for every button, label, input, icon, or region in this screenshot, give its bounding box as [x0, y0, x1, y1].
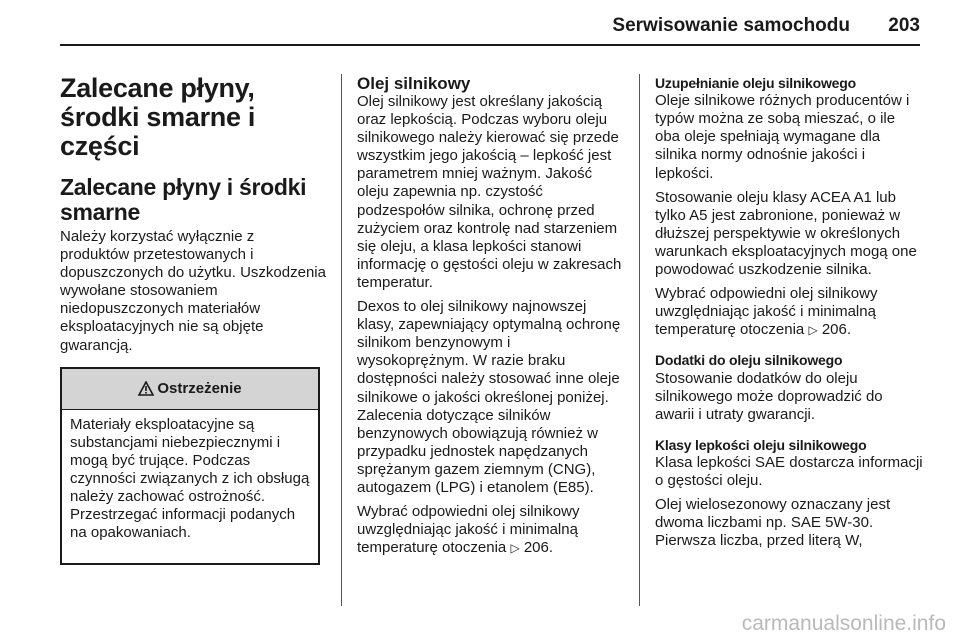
- page-reference-link[interactable]: 206.: [523, 539, 554, 557]
- warning-header: [62, 369, 318, 410]
- warning-box: [60, 367, 320, 565]
- additives-heading: Dodatki do oleju silnikowego: [655, 352, 843, 369]
- topup-paragraph-1: Oleje silnikowe różnych producentów i typów można ze sobą mieszać, o ile oba oleje spełniają wymagane dla silnika normy odnośnie jakości i lepkości.: [655, 92, 910, 182]
- warning-triangle-icon: [138, 381, 154, 396]
- topup-paragraph-3-text: Wybrać odpowiedni olej silnikowy uwzględniając jakość i minimalną temperaturę otoczenia: [655, 285, 878, 339]
- page-reference-arrow-icon: ▷: [808, 323, 818, 338]
- engine-oil-paragraph-3: [357, 503, 625, 557]
- column-3: [655, 74, 923, 551]
- viscosity-heading: Klasy lepkości oleju silnikowego: [655, 436, 867, 453]
- header-rule: [60, 44, 920, 46]
- engine-oil-paragraph-2: Dexos to olej silnikowy najnowszej klasy, zapewniający optymalną ochronę silnikom benzynowym i wysokoprężnym. W razie braku dostępności należy stosować inne oleje silnikowe o jakości określonej poniżej. Zalecenia dotyczące silników benzynowych obowiązują również w przypadku jednostek napędzanych sprężanym gazem ziemnym (CNG), autogazem (LPG) i etanolem (E85).: [357, 298, 621, 496]
- subsection-title: Zalecane płyny i środki smarne: [60, 174, 307, 225]
- column-divider-1: [341, 74, 342, 606]
- intro-paragraph: Należy korzystać wyłącznie z produktów przetestowanych i dopuszczonych do użytku. Uszkodzenia wywołane stosowaniem niedopuszczonych materiałów eksploatacyjnych nie są objęte gwarancją.: [60, 228, 326, 354]
- warning-body: [62, 410, 318, 549]
- column-2: [357, 74, 625, 557]
- engine-oil-heading: Olej silnikowy: [357, 74, 471, 93]
- topup-paragraph-3: [655, 285, 923, 339]
- topup-heading: Uzupełnianie oleju silnikowego: [655, 75, 856, 91]
- warning-label: Ostrzeżenie: [157, 380, 242, 398]
- header-title: Serwisowanie samochodu: [612, 15, 850, 36]
- topup-paragraph-2: Stosowanie oleju klasy ACEA A1 lub tylko A5 jest zabronione, ponieważ w dłuższej perspektywie w określonych warunkach eksploatacyjnych mogą one powodować uszkodzenie silnika.: [655, 188, 917, 279]
- additives-paragraph: Stosowanie dodatków do oleju silnikowego może doprowadzić do awarii i utraty gwarancji.: [655, 369, 883, 423]
- viscosity-paragraph-1: Klasa lepkości SAE dostarcza informacji o gęstości oleju.: [655, 454, 923, 490]
- column-1: [60, 74, 326, 565]
- watermark: carmanualsonline.info: [741, 612, 946, 635]
- engine-oil-paragraph-3-text: Wybrać odpowiedni olej silnikowy uwzględniając jakość i minimalną temperaturę otoczenia: [357, 503, 580, 557]
- warning-text: Materiały eksploatacyjne są substancjami niebezpiecznymi i mogą być trujące. Podczas czynności związanych z ich obsługą należy zachować ostrożność. Przestrzegać informacji podanych na opakowaniach.: [70, 415, 310, 542]
- page-reference-link[interactable]: 206.: [821, 321, 852, 339]
- column-divider-2: [639, 74, 640, 606]
- page-number: 203: [888, 15, 920, 36]
- page-reference-arrow-icon: ▷: [510, 541, 520, 556]
- viscosity-paragraph-2: Olej wielosezonowy oznaczany jest dwoma liczbami np. SAE 5W-30. Pierwsza liczba, przed literą W,: [655, 496, 891, 550]
- engine-oil-paragraph-1: Olej silnikowy jest określany jakością oraz lepkością. Podczas wyboru oleju silnikowego należy kierować się przede wszystkim jego jakością – lepkość jest parametrem mniej ważnym. Jakość oleju zapewnia np. czystość podzespołów silnika, ochronę przed zużyciem oraz kontrolę nad starzeniem się oleju, a klasa lepkości stanowi informację o gęstości oleju w zakresach temperatur.: [357, 93, 622, 291]
- section-title: Zalecane płyny, środki smarne i części: [60, 73, 256, 161]
- page-header: [0, 0, 960, 44]
